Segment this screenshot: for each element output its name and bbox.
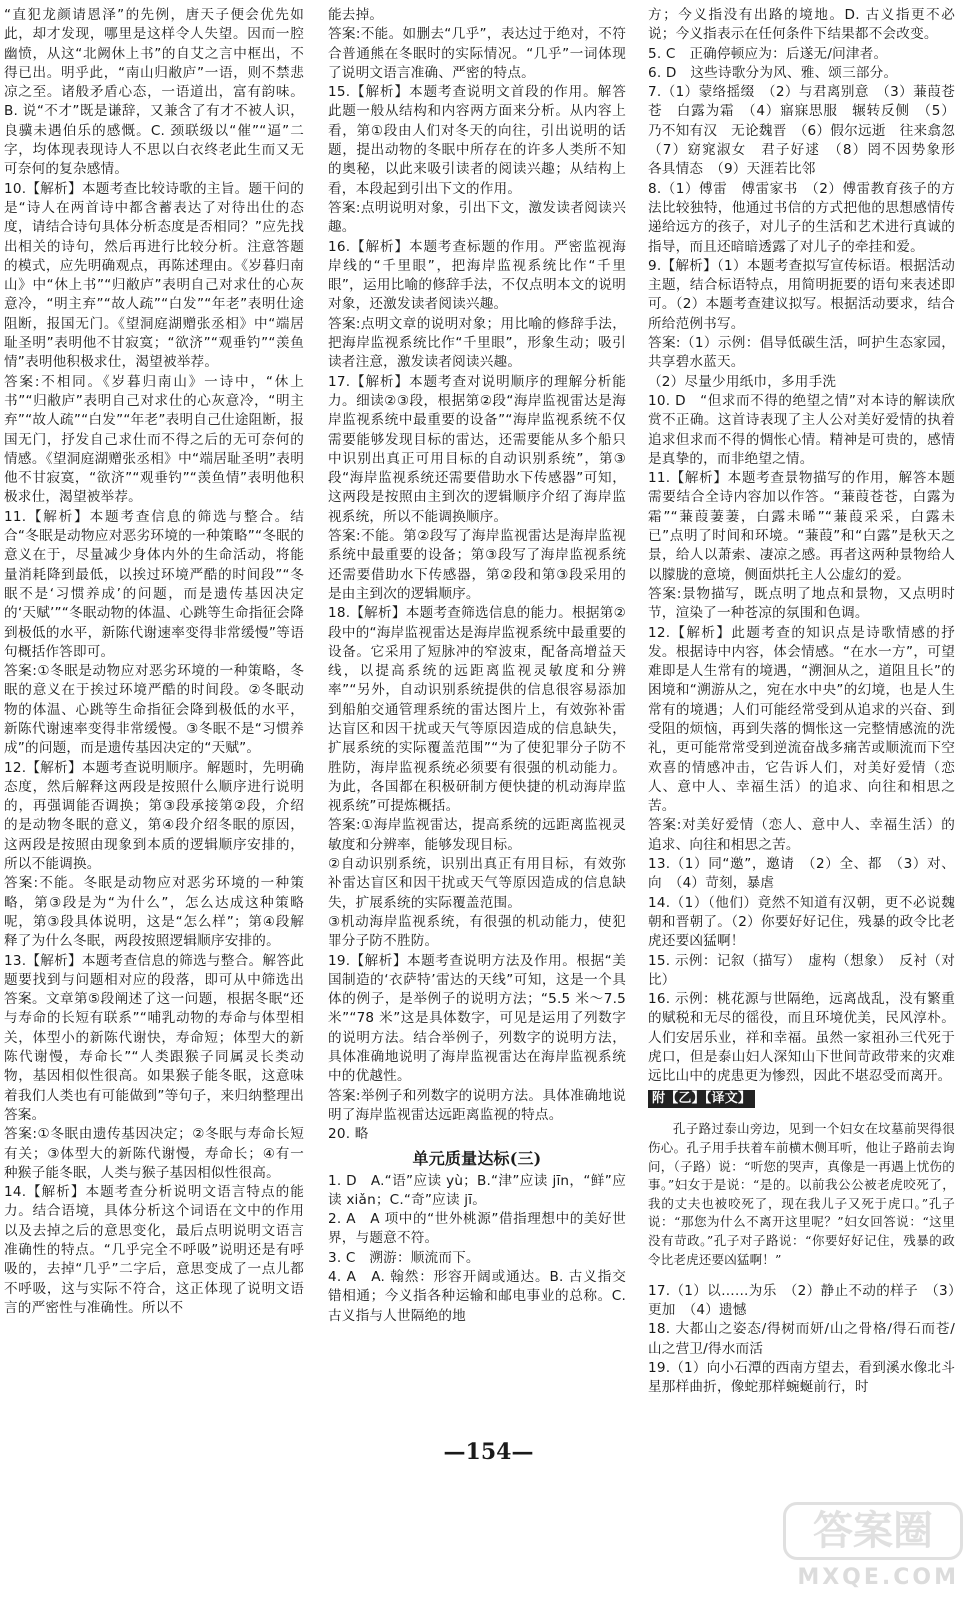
paragraph: 14.【解析】本题考查分析说明文语言特点的能力。结合语境，具体分析这个词语在文中的作用以及去掉之后的意思变化，最后点明说明文语言准确性的特点。“几乎完全不呼吸”说明还是有呼吸的，去掉“几乎”二字后，意思变成了一点儿都不呼吸，这与实际不符合，这正体现了说明文语言的严密性与准确性。所以不 — [4, 1184, 304, 1316]
paragraph: 答案:举例子和列数字的说明方法。具体准确地说明了海岸监视雷达远距离监视的特点。 — [328, 1087, 626, 1123]
unit-title: 单元质量达标(三) — [412, 1148, 542, 1168]
answer-column-3 — [648, 6, 969, 1438]
paragraph: 16.【解析】本题考查标题的作用。严密监视海岸线的“千里眼”，把海岸监视系统比作“千里眼”，运用比喻的修辞手法，不仅点明本文的说明对象，还激发读者阅读兴趣。 — [328, 238, 626, 313]
paragraph: 10. D “但求而不得的绝望之情”对本诗的解读欣赏不正确。这首诗表现了主人公对美好爱情的执着追求但求而不得的惆怅心情。精神是可贵的，感情是真挚的，而非绝望之情。 — [648, 392, 955, 467]
paragraph: 15.【解析】本题考查说明文首段的作用。解答此题一般从结构和内容两方面来分析。从内容上看，第①段由人们对冬天的向往，引出说明的话题，提出动物的冬眠中所存在的许多人类所不知的奥秘，以此来吸引读者的阅读兴趣；从结构上看，本段起到引出下文的作用。 — [328, 84, 626, 197]
paragraph: 5. C 正确停顿应为：后遂无/问津者。 — [648, 45, 888, 62]
appendix-heading — [648, 1089, 955, 1108]
paragraph: 答案:不相同。《岁暮归南山》一诗中，“休上书”“归敝庐”表明自己对求仕的心灰意冷，“明主弃”“故人疏”“白发”“年老”表明自己仕途阻断，报国无门，抒发自己求仕而不得之后的无可奈何的情感。《望洞庭湖赠张丞相》中“端居耻圣明”表明他不甘寂寞，“欲济”“观垂钓”“羡鱼情”表明他积极求仕，渴望被举荐。 — [4, 373, 304, 506]
paragraph: 12.【解析】此题考查的知识点是诗歌情感的抒发。根据诗中内容，体会情感。“在水一方”，可望难即是人生常有的境遇，“溯洄从之，道阻且长”的困境和“溯游从之，宛在水中央”的幻境，也是人生常有的境遇；人们可能经常受到从追求的兴奋、到受阻的烦恼，再到失落的惆怅这一完整情感流的洗礼，更可能常常受到逆流奋战多痛苦或顺流而下空欢喜的情感冲击，它告诉人们，对美好爱情（恋人、意中人、幸福生活）的追求、向往和相思之苦。 — [648, 624, 955, 815]
paragraph: 能去掉。 — [328, 7, 384, 23]
paragraph: 1. D A.“语”应读 yù；B.“津”应读 jīn，“鲜”应读 xiǎn；C.“奇”应读 jī。 — [328, 1172, 626, 1208]
watermark-logo — [783, 1502, 963, 1590]
paragraph: 15. 示例：记叙（描写） 虚构（想象） 反衬（对比） — [648, 952, 955, 988]
paragraph: 答案:①冬眠是动物应对恶劣环境的一种策略，冬眠的意义在于挨过环境严酷的时间段。②冬眠动物的体温、心跳等生命指征会降到极低的水平，新陈代谢速率变得非常缓慢。③冬眠不是“习惯养成”的问题，而是遗传基因决定的“天赋”。 — [4, 663, 304, 757]
paragraph: 答案:不能。第②段写了海岸监视雷达是海岸监视系统中最重要的设备；第③段写了海岸监视系统还需要借助水下传感器，第②段和第③段采用的是由主到次的逻辑顺序。 — [328, 528, 626, 602]
watermark-logo-text: 答案圈 — [783, 1502, 963, 1560]
paragraph: 11.【解析】本题考查景物描写的作用，解答本题需要结合全诗内容加以作答。“蒹葭苍苍，白露为霜”“蒹葭萋萋，白露未晞”“蒹葭采采，白露未已”点明了时间和环境。“蒹葭”和“白露”是秋天之景，给人以萧索、凄凉之感。再者这两种景物给人以朦胧的意境，侧面烘托主人公虚幻的爱。 — [648, 470, 955, 583]
paragraph: 20. 略 — [328, 1126, 369, 1143]
paragraph: 答案:点明文章的说明对象；用比喻的修辞手法，把海岸监视系统比作“千里眼”，形象生动；吸引读者注意，激发读者阅读兴趣。 — [328, 315, 626, 371]
paragraph: 19.【解析】本题考查说明方法及作用。根据“美国制造的‘衣萨特’雷达的天线”可知，这是一个具体的例子，是举例子的说明方法；“5.5 米～7.5 米”“78 米”这是具体数字，可见是运用了列数字的说明方法。结合举例子，列数字的说明方法，具体准确地说明了海岸监视雷达在海岸监视系统中的优越性。 — [328, 952, 631, 1085]
paragraph: 10.【解析】本题考查比较诗歌的主旨。题干问的是“诗人在两首诗中都含蓄表达了对待出仕的态度，请结合诗句具体分析态度是否相同？”应先找出相关的诗句，然后再进行比较分析。注意答题的模式，应先明确观点，再陈述理由。《岁暮归南山》中“休上书”“归敝庐”表明自己对求仕的心灰意冷，“明主弃”“故人疏”“白发”“年老”表明仕途阻断，报国无门。《望洞庭湖赠张丞相》中“端居耻圣明”表明他不甘寂寞；“欲济”“观垂钓”“羡鱼情”表明他积极求仕，渴望被举荐。 — [4, 180, 304, 371]
paragraph: 答案:（1）示例：倡导低碳生活，呵护生态家园，共享碧水蓝天。 — [648, 335, 955, 371]
appendix-label: 附【乙】【译文】 — [648, 1090, 755, 1108]
translation-text: 孔子路过泰山旁边，见到一个妇女在坟墓前哭得很伤心。孔子用手扶着车前横木侧耳听，他让子路前去询问，（子路）说：“听您的哭声，真像是一再遇上忧伤的事。”妇女于是说：“是的。以前我公公被老虎咬死了，我的丈夫也被咬死了，现在我儿子又死于虎口。”孔子说：“那您为什么不离开这里呢？”妇女回答说：“这里没有苛政。”孔子对子路说：“你要好好记住，残暴的政令比老虎还要凶猛啊！” — [648, 1121, 955, 1267]
paragraph: 答案:点明说明对象，引出下文，激发读者阅读兴趣。 — [328, 199, 626, 236]
paragraph: 18.【解析】本题考查筛选信息的能力。根据第②段中的“海岸监视雷达是海岸监视系统中最重要的设备。它采用了短脉冲的窄波束，配备高增益天线，以提高系统的远距离监视灵敏度和分辨率”“另外，自动识别系统提供的信息很容易添加到船舶交通管理系统的雷达图片上，有效弥补雷达盲区和因干扰或天气等原因造成的信息缺失，扩展系统的实际覆盖范围”“为了使犯罪分子防不胜防，海岸监视系统必须要有很强的机动能力。为此，各国都在积极研制方便快捷的机动海岸监视系统”可提炼概括。 — [328, 605, 626, 815]
paragraph: 9.【解析】（1）本题考查拟写宣传标语。根据活动主题，结合标语特点，用简明扼要的语句来表述即可。（2）本题考查建议拟写。根据活动要求，结合所给范例书写。 — [648, 257, 955, 332]
paragraph: 答案:不能。如删去“几乎”，表达过于绝对，不符合普通熊在冬眠时的实际情况。“几乎”一词体现了说明文语言准确、严密的特点。 — [328, 26, 626, 81]
paragraph: ③机动海岸监视系统，有很强的机动能力，使犯罪分子防不胜防。 — [328, 913, 626, 950]
paragraph: 答案:不能。冬眠是动物应对恶劣环境的一种策略，第③段是为“为什么”，怎么达成这种策略呢，第③段具体说明，这是“怎么样”；第④段解释了为什么冬眠，两段按照逻辑顺序安排的。 — [4, 875, 304, 950]
paragraph: 8.（1）傅雷 傅雷家书 （2）傅雷教育孩子的方法比较独特，他通过书信的方式把他的思想感情传递给远方的孩子，对儿子的生活和艺术进行真诚的指导，而且还暗暗透露了对儿子的牵挂和爱。 — [648, 180, 955, 255]
answer-column-2 — [328, 6, 631, 1438]
paragraph: 18. 大都山之姿态/得树而妍/山之骨格/得石而苍/山之营卫/得水而活 — [648, 1321, 955, 1357]
paragraph: 6. D 这些诗歌分为风、雅、颂三部分。 — [648, 64, 898, 81]
paragraph: 答案:①冬眠由遗传基因决定；②冬眠与寿命长短有关；③体型大的新陈代谢慢，寿命长；④有一种猴子能冬眠，人类与猴子基因相似性很高。 — [4, 1126, 304, 1181]
paragraph: ②自动识别系统，识别出真正有用目标，有效弥补雷达盲区和因干扰或天气等原因造成的信息缺失，扩展系统的实际覆盖范围。 — [328, 856, 626, 911]
paragraph: （2）尽量少用纸巾，多用手洗 — [648, 373, 837, 390]
paragraph: 12.【解析】本题考查说明顺序。解题时，先明确态度，然后解释这两段是按照什么顺序进行说明的，再强调能否调换；第③段承接第②段，介绍的是动物冬眠的意义，第④段介绍冬眠的原因，这两段是按照由现象到本质的逻辑顺序安排的，所以不能调换。 — [4, 759, 304, 873]
paragraph: 答案:景物描写，既点明了地点和景物，又点明时节，渲染了一种苍凉的氛围和色调。 — [648, 585, 955, 622]
paragraph: 3. C 溯游：顺流而下。 — [328, 1249, 480, 1266]
paragraph: 方；今义指没有出路的境地。D. 古义指更不必说；今义指表示在任何条件下结果都不会改变。 — [648, 7, 955, 43]
paragraph: 19.（1）向小石潭的西南方望去，看到溪水像北斗星那样曲折，像蛇那样蜿蜒前行，时 — [648, 1359, 955, 1396]
paragraph: 13.（1）同“邀”，邀请 （2）全、都 （3）对、向 （4）苛刻，暴虐 — [648, 856, 955, 892]
paragraph: 17.（1）以……为乐 （2）静止不动的样子 （3）更加 （4）遗憾 — [648, 1282, 955, 1318]
paragraph: 2. A A 项中的“世外桃源”借指理想中的美好世界，与题意不符。 — [328, 1211, 626, 1247]
paragraph: 答案:对美好爱情（恋人、意中人、幸福生活）的追求、向往和相思之苦。 — [648, 817, 955, 853]
answer-column-1 — [4, 6, 304, 1438]
paragraph: 14.（1）（他们）竟然不知道有汉朝，更不必说魏朝和晋朝了。（2）你要好好记住，残暴的政令比老虎还要凶猛啊！ — [648, 894, 955, 950]
paragraph: 13.【解析】本题考查信息的筛选与整合。解答此题要找到与问题相对应的段落，即可从中筛选出答案。文章第⑤段阐述了这一问题，根据冬眠“还与寿命的长短有联系”“哺乳动物的寿命与体型相关，体型小的新陈代谢快，寿命短；体型大的新陈代谢慢，寿命长”“人类跟猴子同属灵长类动物，基因相似性很高。如果猴子能冬眠，这意味着我们人类也有可能做到”等句子，来归纳整理出答案。 — [4, 952, 304, 1123]
paragraph: 7.（1）蒙络摇缀 （2）与君离别意 （3）蒹葭苍苍 白露为霜 （4）寤寐思服 辗转反侧 （5）乃不知有汉 无论魏晋 （6）假尔远逝 往来翕忽 （7）窈窕淑女 君子好逑 （8）罔不因势象形 各具情态 （9）天涯若比邻 — [648, 84, 969, 178]
page-number: —154— — [443, 1439, 534, 1465]
paragraph: 答案:①海岸监视雷达，提高系统的远距离监视灵敏度和分辨率，能够发现目标。 — [328, 817, 626, 853]
paragraph: “直犯龙颜请恩泽”的先例，唐天子便会优先如此，却才发现，哪里是这样令人失望。因而一腔幽愤，从这“北阙休上书”的自艾之言中框出，不得已出。明乎此，“南山归敝庐”一语，则不禁悲凉之至。诸般矛盾心态，一语道出，富有韵味。B. 说“不才”既是谦辞，又兼含了有才不被人识，良骥未遇伯乐的感慨。C. 颈联级以“催”“逼”二字，均体现表现诗人不思以白衣终老此生而又无可奈何的复杂感情。 — [4, 7, 304, 178]
watermark-url: MXQE.COM — [797, 1565, 959, 1590]
paragraph: 17.【解析】本题考查对说明顺序的理解分析能力。细读②③段，根据第②段“海岸监视雷达是海岸监视系统中最重要的设备”“海岸监视系统不仅需要能够发现目标的雷达，还需要能从多个船只中识别出真正可用目标的自动识别系统”，第③段“海岸监视系统还需要借助水下传感器”可知，这两段是按照由主到次的逻辑顺序介绍了海岸监视系统，所以不能调换顺序。 — [328, 373, 626, 525]
paragraph: 4. A A. 翰然：形容开阔或通达。B. 古义指交错相通；今义指各种运输和邮电事业的总称。C. 古义指与人世隔绝的地 — [328, 1269, 631, 1324]
paragraph: 11.【解析】本题考查信息的筛选与整合。结合“冬眠是动物应对恶劣环境的一种策略”“冬眠的意义在于，尽量减少身体内外的生命活动，将能量消耗降到最低，以挨过环境严酷的时间段”“冬眠不是‘习惯养成’的问题，而是遗传基因决定的‘天赋’”“冬眠动物的体温、心跳等生命指征会降到极低的水平，新陈代谢速率变得非常缓慢”等语句概括作答即可。 — [4, 508, 304, 660]
paragraph: 16. 示例：桃花源与世隔绝，远离战乱，没有繁重的赋税和无尽的徭役，而且环境优美，民风淳朴。人们安居乐业，祥和幸福。虽然一家祖孙三代死于虎口，但是泰山妇人深知山下世间苛政带来的灾难远比山中的虎患更为惨烈，因此不堪忍受而离开。 — [648, 991, 955, 1085]
